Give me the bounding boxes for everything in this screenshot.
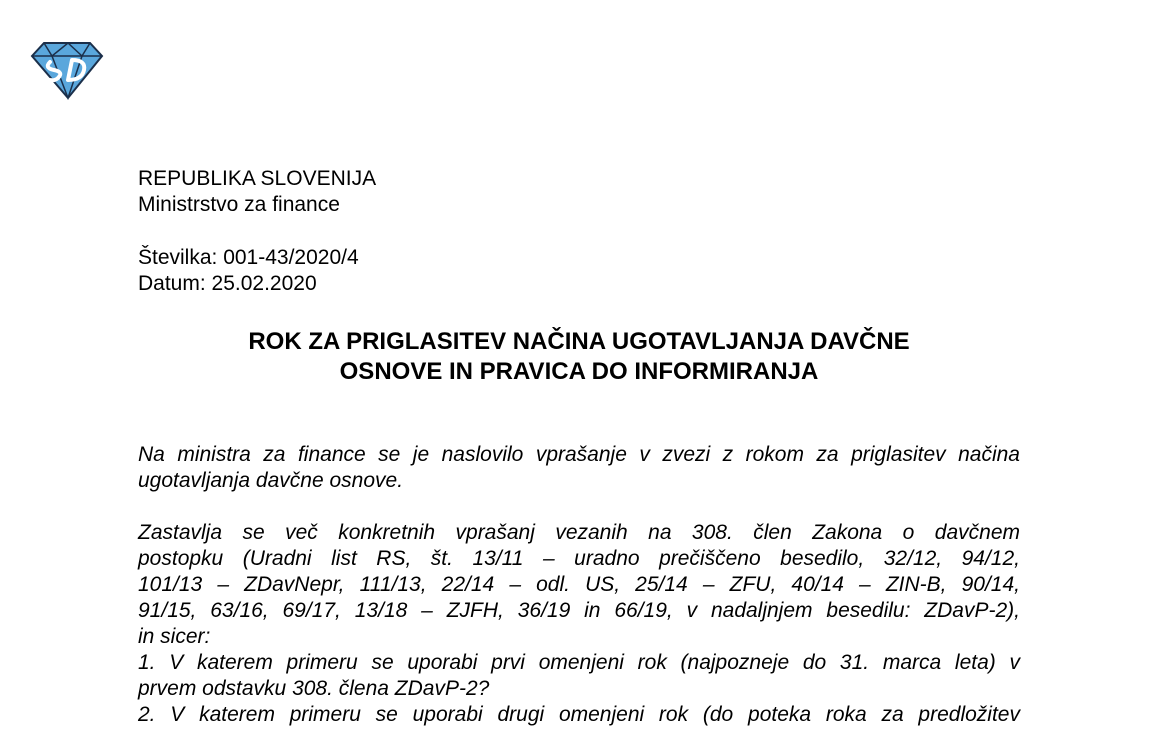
diamond-logo-icon [30,40,104,100]
body-line-1: Zastavlja se več konkretnih vprašanj vezanih na 308. člen Zakona o davčnem [138,521,1020,544]
document-title [138,327,1020,387]
letterhead [138,166,376,218]
title-line-1: ROK ZA PRIGLASITEV NAČINA UGOTAVLJANJA DAVČNE [248,328,910,355]
question-1-line-1: 1. V katerem primeru se uporabi prvi omenjeni rok (najpozneje do 31. marca leta) v [138,651,1020,674]
country-name: REPUBLIKA SLOVENIJA [138,167,377,190]
body-line-2: postopku (Uradni list RS, št. 13/11 – uradno prečiščeno besedilo, 32/12, 94/12, [138,547,1020,570]
document-date: Datum: 25.02.2020 [138,272,317,295]
document-number: Številka: 001-43/2020/4 [138,246,359,269]
intro-line-2: ugotavljanja davčne osnove. [138,469,404,492]
body-line-5: in sicer: [138,625,211,648]
document-meta [138,245,359,297]
title-line-2: OSNOVE IN PRAVICA DO INFORMIRANJA [339,358,819,385]
ministry-name: Ministrstvo za finance [138,193,340,216]
intro-line-1: Na ministra za finance se je naslovilo vprašanje v zvezi z rokom za priglasitev načina [138,443,1020,466]
body-line-4: 91/15, 63/16, 69/17, 13/18 – ZJFH, 36/19 in 66/19, v nadaljnjem besedilu: ZDavP-2), [138,599,1020,622]
body-paragraph [138,520,1020,728]
question-2-line-1: 2. V katerem primeru se uporabi drugi omenjeni rok (do poteka roka za predložitev [138,703,1020,726]
logo [30,40,104,100]
intro-paragraph [138,442,1020,494]
body-line-3: 101/13 – ZDavNepr, 111/13, 22/14 – odl. US, 25/14 – ZFU, 40/14 – ZIN-B, 90/14, [138,573,1020,596]
question-1-line-2: prvem odstavku 308. člena ZDavP-2? [138,677,490,700]
